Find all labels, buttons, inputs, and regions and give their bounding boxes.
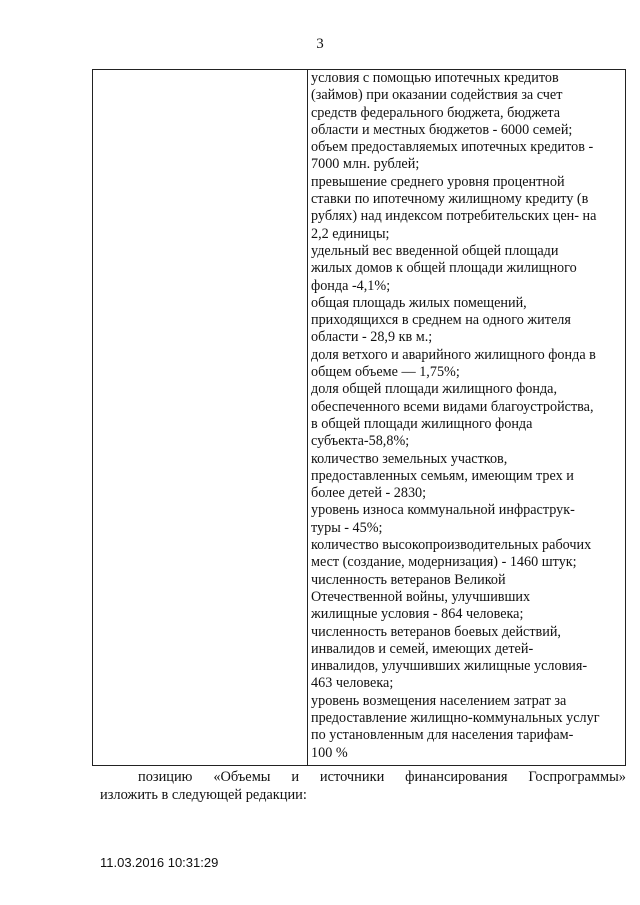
table-line: фонда -4,1%;	[311, 277, 391, 294]
table-line: по установленным для населения тарифам-	[311, 727, 574, 744]
table-line: 100 %	[311, 744, 348, 761]
table-line: ставки по ипотечному жилищному кредиту (в	[311, 191, 589, 208]
table-line: количество земельных участков,	[311, 450, 508, 467]
table-line: общая площадь жилых помещений,	[311, 294, 527, 311]
table-line: численность ветеранов боевых действий,	[311, 623, 561, 640]
table-line: рублях) над индексом потребительских цен- на	[311, 208, 597, 225]
amendment-paragraph	[100, 768, 626, 804]
table-line: туры - 45%;	[311, 519, 383, 536]
table-line: общем объеме — 1,75%;	[311, 364, 460, 381]
table-line: мест (создание, модернизация) - 1460 штук;	[311, 554, 577, 571]
table-line: инвалидов, улучшивших жилищные условия-	[311, 658, 588, 675]
table-line: объем предоставляемых ипотечных кредитов -	[311, 139, 594, 156]
column-divider	[307, 70, 308, 765]
table-line: жилых домов к общей площади жилищного	[311, 260, 577, 277]
table-line: приходящихся в среднем на одного жителя	[311, 312, 571, 329]
paragraph-word: Госпрограммы»	[528, 769, 626, 785]
paragraph-word: «Объемы	[213, 769, 271, 785]
table-line: предоставленных семьям, имеющим трех и	[311, 467, 574, 484]
table-line: в общей площади жилищного фонда	[311, 415, 533, 432]
table-line: жилищные условия - 864 человека;	[311, 606, 524, 623]
table-line: 2,2 единицы;	[311, 225, 390, 242]
table-line: превышение среднего уровня процентной	[311, 173, 565, 190]
table-line: предоставление жилищно-коммунальных услуг	[311, 709, 600, 726]
print-timestamp: 11.03.2016 10:31:29	[100, 855, 219, 870]
paragraph-word: финансирования	[405, 769, 508, 785]
table-line: субъекта-58,8%;	[311, 433, 410, 450]
paragraph-word: позицию	[138, 769, 193, 785]
page-number: 3	[316, 36, 324, 52]
table-line: количество высокопроизводительных рабочих	[311, 537, 592, 554]
paragraph-first-line	[100, 768, 626, 786]
table-line: области - 28,9 кв м.;	[311, 329, 433, 346]
paragraph-word: источники	[319, 769, 385, 785]
table-line: уровень возмещения населением затрат за	[311, 692, 567, 709]
table-line: 7000 млн. рублей;	[311, 156, 420, 173]
table-line: более детей - 2830;	[311, 485, 427, 502]
table-line: доля общей площади жилищного фонда,	[311, 381, 558, 398]
table-line: условия с помощью ипотечных кредитов	[311, 70, 559, 86]
table-line: численность ветеранов Великой	[311, 571, 506, 588]
table-line: уровень износа коммунальной инфраструк-	[311, 502, 575, 519]
table-line: 463 человека;	[311, 675, 394, 692]
table-line: обеспеченного всеми видами благоустройства,	[311, 398, 594, 415]
paragraph-second-line: изложить в следующей редакции:	[100, 787, 307, 803]
paragraph-word: и	[291, 769, 300, 785]
table-line: (займов) при оказании содействия за счет	[311, 87, 563, 104]
table-line: области и местных бюджетов - 6000 семей;	[311, 121, 573, 138]
indicators-cell	[311, 70, 621, 762]
table-line: доля ветхого и аварийного жилищного фонда в	[311, 346, 596, 363]
table-line: средств федерального бюджета, бюджета	[311, 104, 561, 121]
table-line: инвалидов и семей, имеющих детей-	[311, 640, 534, 657]
table-line: удельный вес введенной общей площади	[311, 242, 559, 259]
table-line: Отечественной войны, улучшивших	[311, 588, 531, 605]
program-table	[92, 69, 626, 766]
